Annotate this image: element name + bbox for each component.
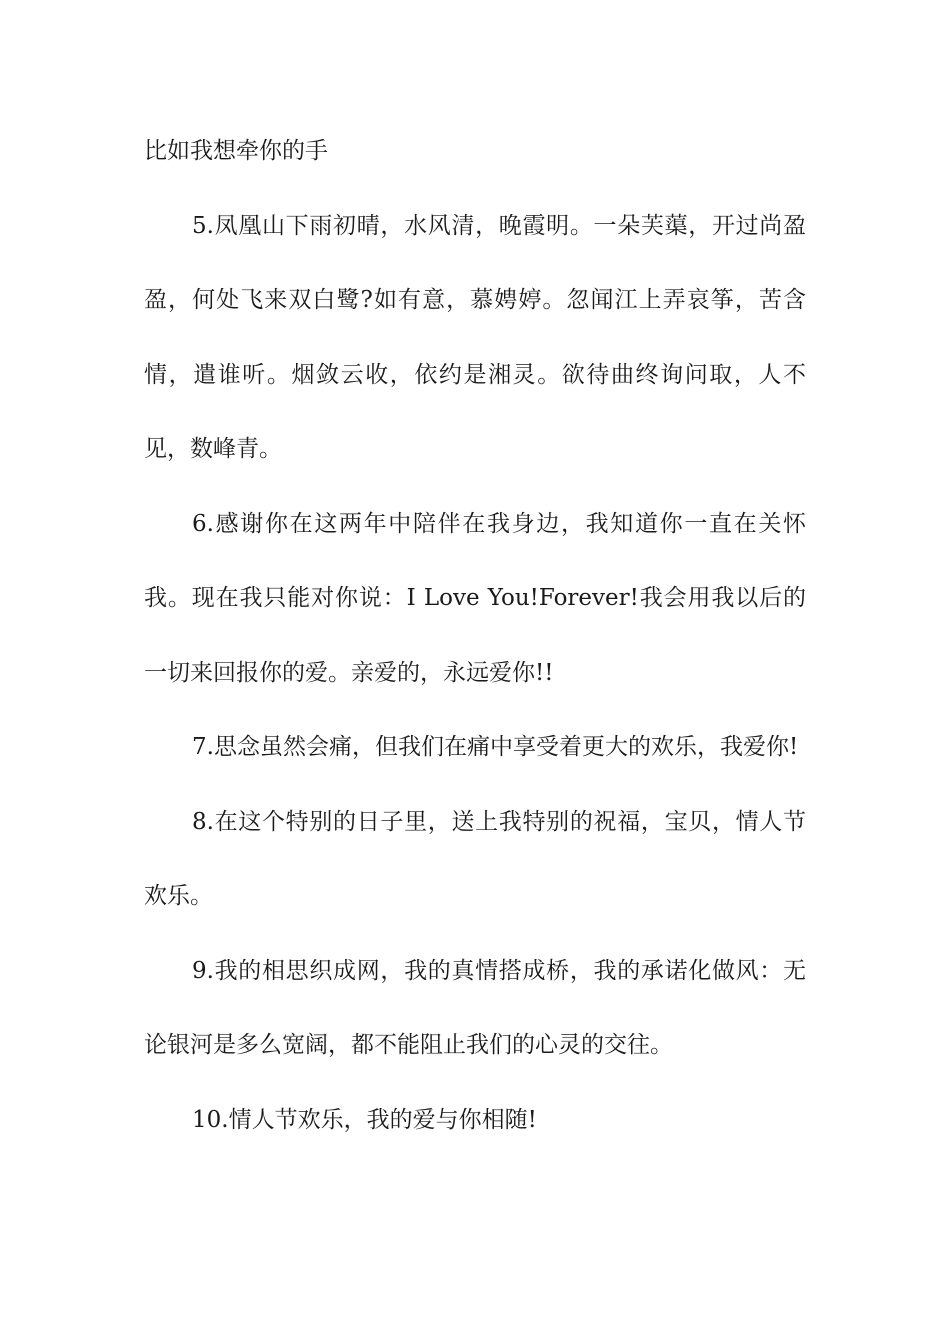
paragraph-item-6: 6.感谢你在这两年中陪伴在我身边，我知道你一直在关怀我。现在我只能对你说：I Love You!Forever!我会用我以后的一切来回报你的爱。亲爱的，永远爱你!! xyxy=(144,510,806,686)
paragraph-item-9: 9.我的相思织成网，我的真情搭成桥，我的承诺化做风：无论银河是多么宽阔，都不能阻止我们的心灵的交往。 xyxy=(144,957,806,1058)
paragraph-item-7: 7.思念虽然会痛，但我们在痛中享受着更大的欢乐，我爱你! xyxy=(192,734,799,760)
paragraph-continuation: 比如我想牵你的手 xyxy=(144,138,328,164)
paragraph-item-8: 8.在这个特别的日子里，送上我特别的祝福，宝贝，情人节欢乐。 xyxy=(144,808,806,909)
paragraph-item-10: 10.情人节欢乐，我的爱与你相随! xyxy=(192,1106,537,1133)
document-body xyxy=(144,114,806,1157)
paragraph-item-5: 5.凤凰山下雨初晴，水风清，晚霞明。一朵芙蕖，开过尚盈盈，何处飞来双白鹭?如有意，慕娉婷。忽闻江上弄哀筝，苦含情，遣谁听。烟敛云收，依约是湘灵。欲待曲终询问取，人不见，数峰青。 xyxy=(144,212,806,462)
